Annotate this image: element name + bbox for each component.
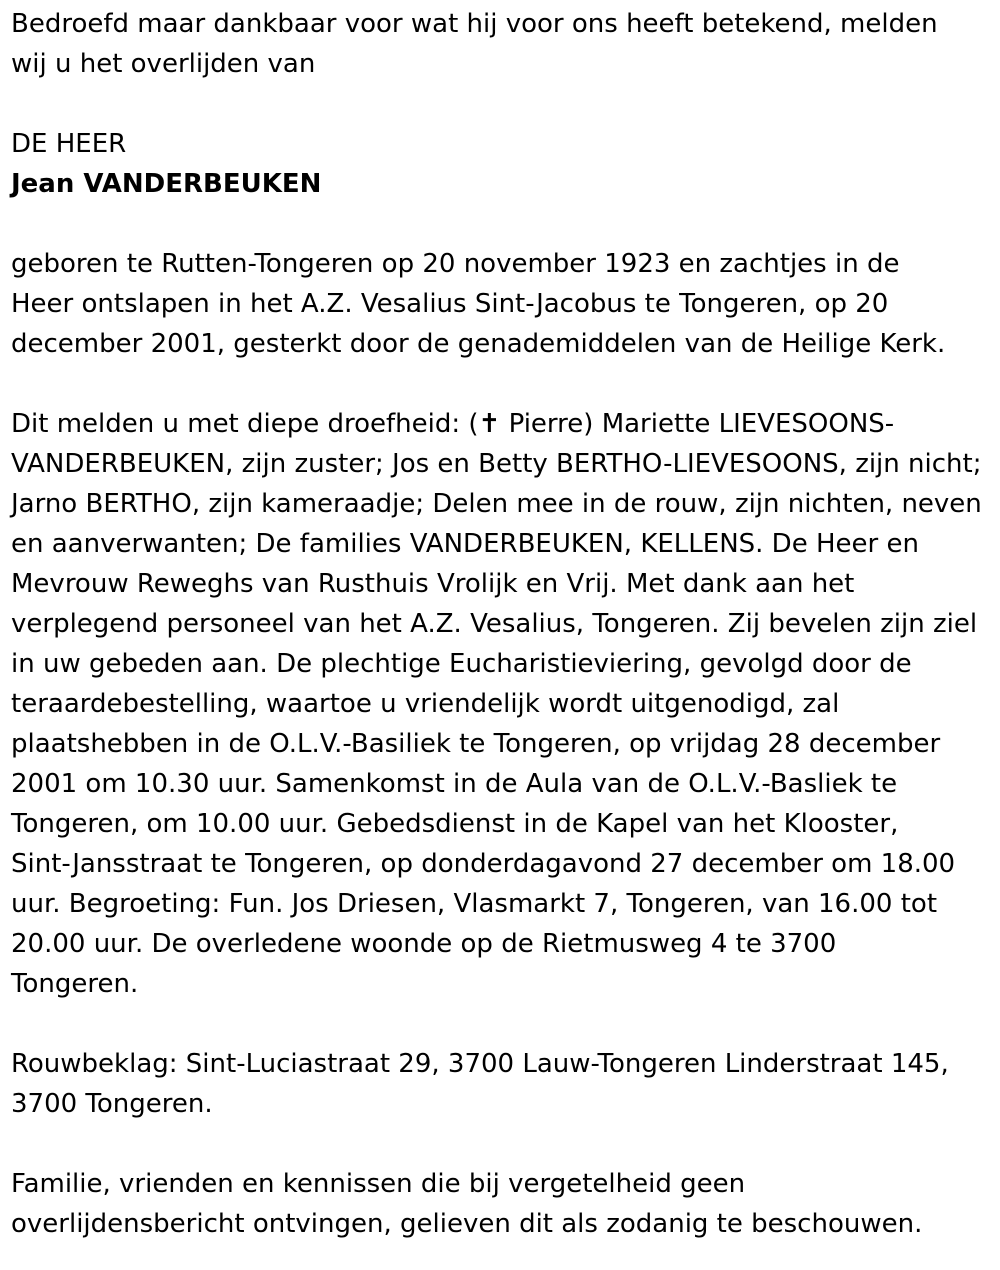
deceased-title: DE HEER (11, 129, 127, 159)
spacer (11, 204, 991, 244)
deceased-name: Jean VANDERBEUKEN (11, 169, 322, 199)
closing-paragraph: Familie, vrienden en kennissen die bij vergetelheid geen overlijdensbericht ontvingen, gelieven dit als zodanig te beschouwen. (11, 1169, 923, 1239)
spacer (11, 1124, 991, 1164)
birth-death-paragraph: geboren te Rutten-Tongeren op 20 november 1923 en zachtjes in de Heer ontslapen in het A.Z. Vesalius Sint-Jacobus te Tongeren, op 20 december 2001, gesterkt door de genademiddelen van de Heilige Kerk. (11, 249, 946, 359)
spacer (11, 1004, 991, 1044)
condolence-address: Rouwbeklag: Sint-Luciastraat 29, 3700 Lauw-Tongeren Linderstraat 145, 3700 Tongeren. (11, 1049, 949, 1119)
spacer (11, 84, 991, 124)
intro-paragraph: Bedroefd maar dankbaar voor wat hij voor ons heeft betekend, melden wij u het overlijden van (11, 9, 938, 79)
spacer (11, 364, 991, 404)
announcement-paragraph: Dit melden u met diepe droefheid: (✝ Pierre) Mariette LIEVESOONS- VANDERBEUKEN, zijn zuster; Jos en Betty BERTHO-LIEVESOONS, zijn nicht; Jarno BERTHO, zijn kameraadje; Delen mee in de rouw, zijn nichten, neven en aanverwanten; De families VANDERBEUKEN, KELLENS. De Heer en Mevrouw Reweghs van Rusthuis Vrolijk en Vrij. Met dank aan het verplegend personeel van het A.Z. Vesalius, Tongeren. Zij bevelen zijn ziel in uw gebeden aan. De plechtige Eucharistieviering, gevolgd door de teraardebestelling, waartoe u vriendelijk wordt uitgenodigd, zal plaatshebben in de O.L.V.-Basiliek te Tongeren, op vrijdag 28 december 2001 om 10.30 uur. Samenkomst in de Aula van de O.L.V.-Basliek te Tongeren, om 10.00 uur. Gebedsdienst in de Kapel van het Klooster, Sint-Jansstraat te Tongeren, op donderdagavond 27 december om 18.00 uur. Begroeting: Fun. Jos Driesen, Vlasmarkt 7, Tongeren, van 16.00 tot 20.00 uur. De overledene woonde op de Rietmusweg 4 te 3700 Tongeren. (11, 409, 982, 999)
obituary-document (11, 4, 991, 1244)
